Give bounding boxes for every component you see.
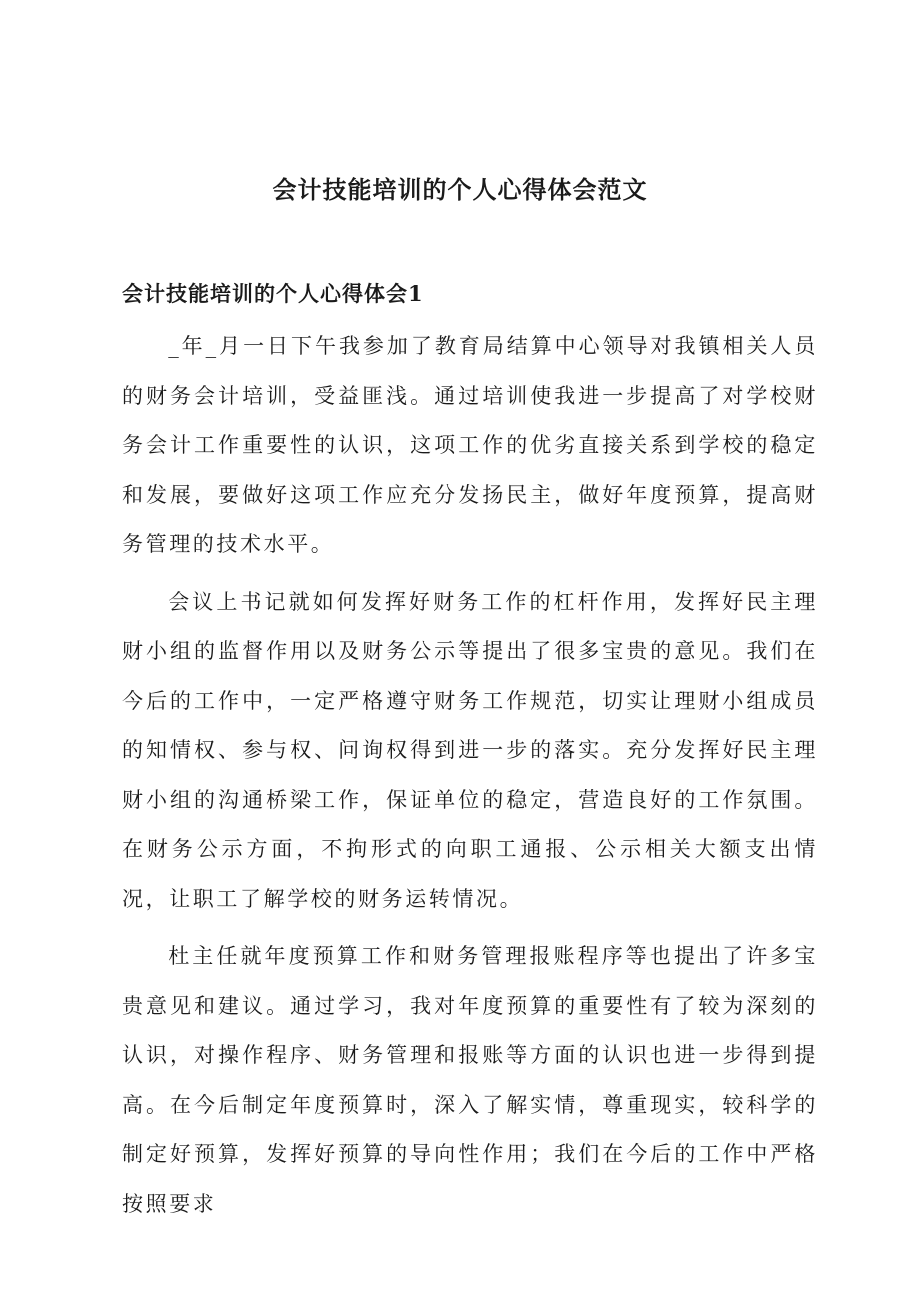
section-heading: 会计技能培训的个人心得体会1 (122, 281, 424, 306)
paragraph: 会议上书记就如何发挥好财务工作的杠杆作用，发挥好民主理财小组的监督作用以及财务公示等提出了很多宝贵的意见。我们在今后的工作中，一定严格遵守财务工作规范，切实让理财小组成员的知情权、参与权、问询权得到进一步的落实。充分发挥好民主理财小组的沟通桥梁工作，保证单位的稳定，营造良好的工作氛围。在财务公示方面，不拘形式的向职工通报、公示相关大额支出情况，让职工了解学校的财务运转情况。 (122, 589, 818, 911)
paragraph: _年_月一日下午我参加了教育局结算中心领导对我镇相关人员的财务会计培训，受益匪浅。通过培训使我进一步提高了对学校财务会计工作重要性的认识，这项工作的优劣直接关系到学校的稳定和发展，要做好这项工作应充分发扬民主，做好年度预算，提高财务管理的技术水平。 (122, 334, 818, 556)
body-text (122, 322, 818, 1237)
paragraph: 杜主任就年度预算工作和财务管理报账程序等也提出了许多宝贵意见和建议。通过学习，我对年度预算的重要性有了较为深刻的认识，对操作程序、财务管理和报账等方面的认识也进一步得到提高。在今后制定年度预算时，深入了解实情，尊重现实，较科学的制定好预算，发挥好预算的导向性作用；我们在今后的工作中严格按照要求 (122, 944, 818, 1216)
page-title: 会计技能培训的个人心得体会范文 (272, 175, 648, 204)
